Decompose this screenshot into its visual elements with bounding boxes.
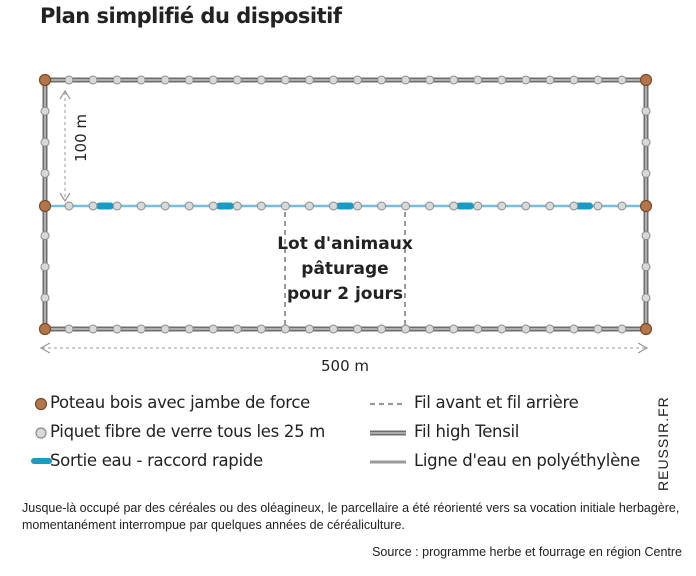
fiberglass-stake <box>137 76 145 84</box>
fiberglass-stake <box>89 76 97 84</box>
wood-post-icon <box>36 399 47 410</box>
fiberglass-stake <box>185 76 193 84</box>
fiberglass-stake <box>305 325 313 333</box>
fiberglass-stake <box>137 202 145 210</box>
lot-label-line: Lot d'animaux <box>277 234 413 254</box>
fiberglass-stake <box>642 138 650 146</box>
fiberglass-stake <box>522 325 530 333</box>
wood-post <box>40 324 51 335</box>
water-outlet-icon <box>31 458 52 464</box>
source-credit: Source : programme herbe et fourrage en région Centre <box>372 545 682 559</box>
brand-watermark: REUSSIR.FR <box>655 396 671 491</box>
fiberglass-stake <box>257 76 265 84</box>
fiberglass-stake <box>402 76 410 84</box>
lot-label-line: pâturage <box>301 259 389 279</box>
fiberglass-stake <box>642 107 650 115</box>
legend-symbols-right <box>368 396 408 476</box>
fiberglass-stake <box>642 294 650 302</box>
fiberglass-stake <box>113 202 121 210</box>
wood-post <box>40 201 51 212</box>
water-outlet <box>456 203 474 210</box>
fiberglass-stake <box>378 76 386 84</box>
fiberglass-stake <box>354 76 362 84</box>
fiberglass-stake <box>498 202 506 210</box>
fiberglass-stake <box>546 76 554 84</box>
water-outlet <box>96 203 114 210</box>
fiberglass-stake <box>570 76 578 84</box>
fiberglass-stake <box>402 202 410 210</box>
fiberglass-stake <box>305 202 313 210</box>
fiberglass-stake <box>354 202 362 210</box>
fiberglass-stake <box>281 325 289 333</box>
fiberglass-stake <box>113 76 121 84</box>
fiberglass-stake <box>233 325 241 333</box>
fiberglass-stake <box>233 202 241 210</box>
fiberglass-stake <box>522 76 530 84</box>
fiberglass-stake <box>594 76 602 84</box>
fiberglass-stake <box>594 202 602 210</box>
fiberglass-stake <box>161 325 169 333</box>
fiberglass-stake <box>41 232 49 240</box>
fiberglass-stake <box>209 202 217 210</box>
wood-post <box>641 324 652 335</box>
fiberglass-stake <box>233 76 241 84</box>
fiberglass-stake <box>329 76 337 84</box>
fiberglass-stake <box>450 202 458 210</box>
fiberglass-stake <box>209 76 217 84</box>
fiberglass-stake <box>161 202 169 210</box>
fiberglass-stake <box>642 263 650 271</box>
fiberglass-stake <box>41 169 49 177</box>
fiberglass-stake <box>185 325 193 333</box>
fiberglass-stake <box>570 325 578 333</box>
fiberglass-stake <box>329 202 337 210</box>
fiberglass-stake <box>618 325 626 333</box>
fiberglass-stake <box>498 325 506 333</box>
fiberglass-stake <box>474 76 482 84</box>
fiberglass-stake <box>137 325 145 333</box>
fiberglass-stake <box>41 294 49 302</box>
legend-label: Fil high Tensil <box>414 422 520 441</box>
fiberglass-stake <box>546 325 554 333</box>
fiberglass-stake <box>546 202 554 210</box>
fiberglass-stake <box>257 202 265 210</box>
fiberglass-stake <box>329 325 337 333</box>
fiberglass-stake <box>498 76 506 84</box>
fiberglass-stake <box>161 76 169 84</box>
lot-label-line: pour 2 jours <box>286 284 404 304</box>
fiberglass-stake <box>209 325 217 333</box>
legend-label: Sortie eau - raccord rapide <box>50 451 263 470</box>
fiberglass-stake <box>426 76 434 84</box>
fiberglass-stake <box>185 202 193 210</box>
fiberglass-stake <box>281 202 289 210</box>
fiberglass-stake <box>522 202 530 210</box>
fiberglass-stake <box>113 325 121 333</box>
legend-label: Fil avant et fil arrière <box>414 393 579 412</box>
fiberglass-stake <box>378 202 386 210</box>
fiberglass-stake <box>65 202 73 210</box>
legend-label: Ligne d'eau en polyéthylène <box>414 451 640 470</box>
fiberglass-stake <box>378 325 386 333</box>
wood-post <box>40 75 51 86</box>
water-outlet <box>216 203 234 210</box>
fiberglass-stake <box>41 138 49 146</box>
width-label: 500 m <box>320 357 370 375</box>
page-title: Plan simplifié du dispositif <box>40 4 342 28</box>
fiberglass-stake <box>642 232 650 240</box>
height-label: 100 m <box>72 113 90 163</box>
fiberglass-stake <box>41 263 49 271</box>
fiberglass-stake <box>426 202 434 210</box>
fiberglass-stake <box>65 76 73 84</box>
fiberglass-stake <box>402 325 410 333</box>
legend-label: Poteau bois avec jambe de force <box>50 393 310 412</box>
fiberglass-stake-icon <box>36 428 46 438</box>
wood-post <box>641 201 652 212</box>
fiberglass-stake <box>570 202 578 210</box>
fiberglass-stake <box>474 325 482 333</box>
fiberglass-stake <box>618 202 626 210</box>
water-outlet <box>336 203 354 210</box>
fiberglass-stake <box>41 107 49 115</box>
fiberglass-stake <box>594 325 602 333</box>
fiberglass-stake <box>450 76 458 84</box>
fiberglass-stake <box>89 325 97 333</box>
fiberglass-stake <box>618 76 626 84</box>
fiberglass-stake <box>354 325 362 333</box>
fiberglass-stake <box>426 325 434 333</box>
fiberglass-stake <box>89 202 97 210</box>
fiberglass-stake <box>65 325 73 333</box>
fiberglass-stake <box>281 76 289 84</box>
fiberglass-stake <box>450 325 458 333</box>
fiberglass-stake <box>642 169 650 177</box>
wood-post <box>641 75 652 86</box>
fiberglass-stake <box>305 76 313 84</box>
legend-label: Piquet fibre de verre tous les 25 m <box>50 422 326 441</box>
caption: Jusque-là occupé par des céréales ou des oléagineux, le parcellaire a été réorienté vers sa vocation initiale herbagère, momentanément interrompue par quelques années de céréaliculture. <box>22 501 680 532</box>
fiberglass-stake <box>257 325 265 333</box>
fiberglass-stake <box>474 202 482 210</box>
lot-label <box>277 234 413 304</box>
